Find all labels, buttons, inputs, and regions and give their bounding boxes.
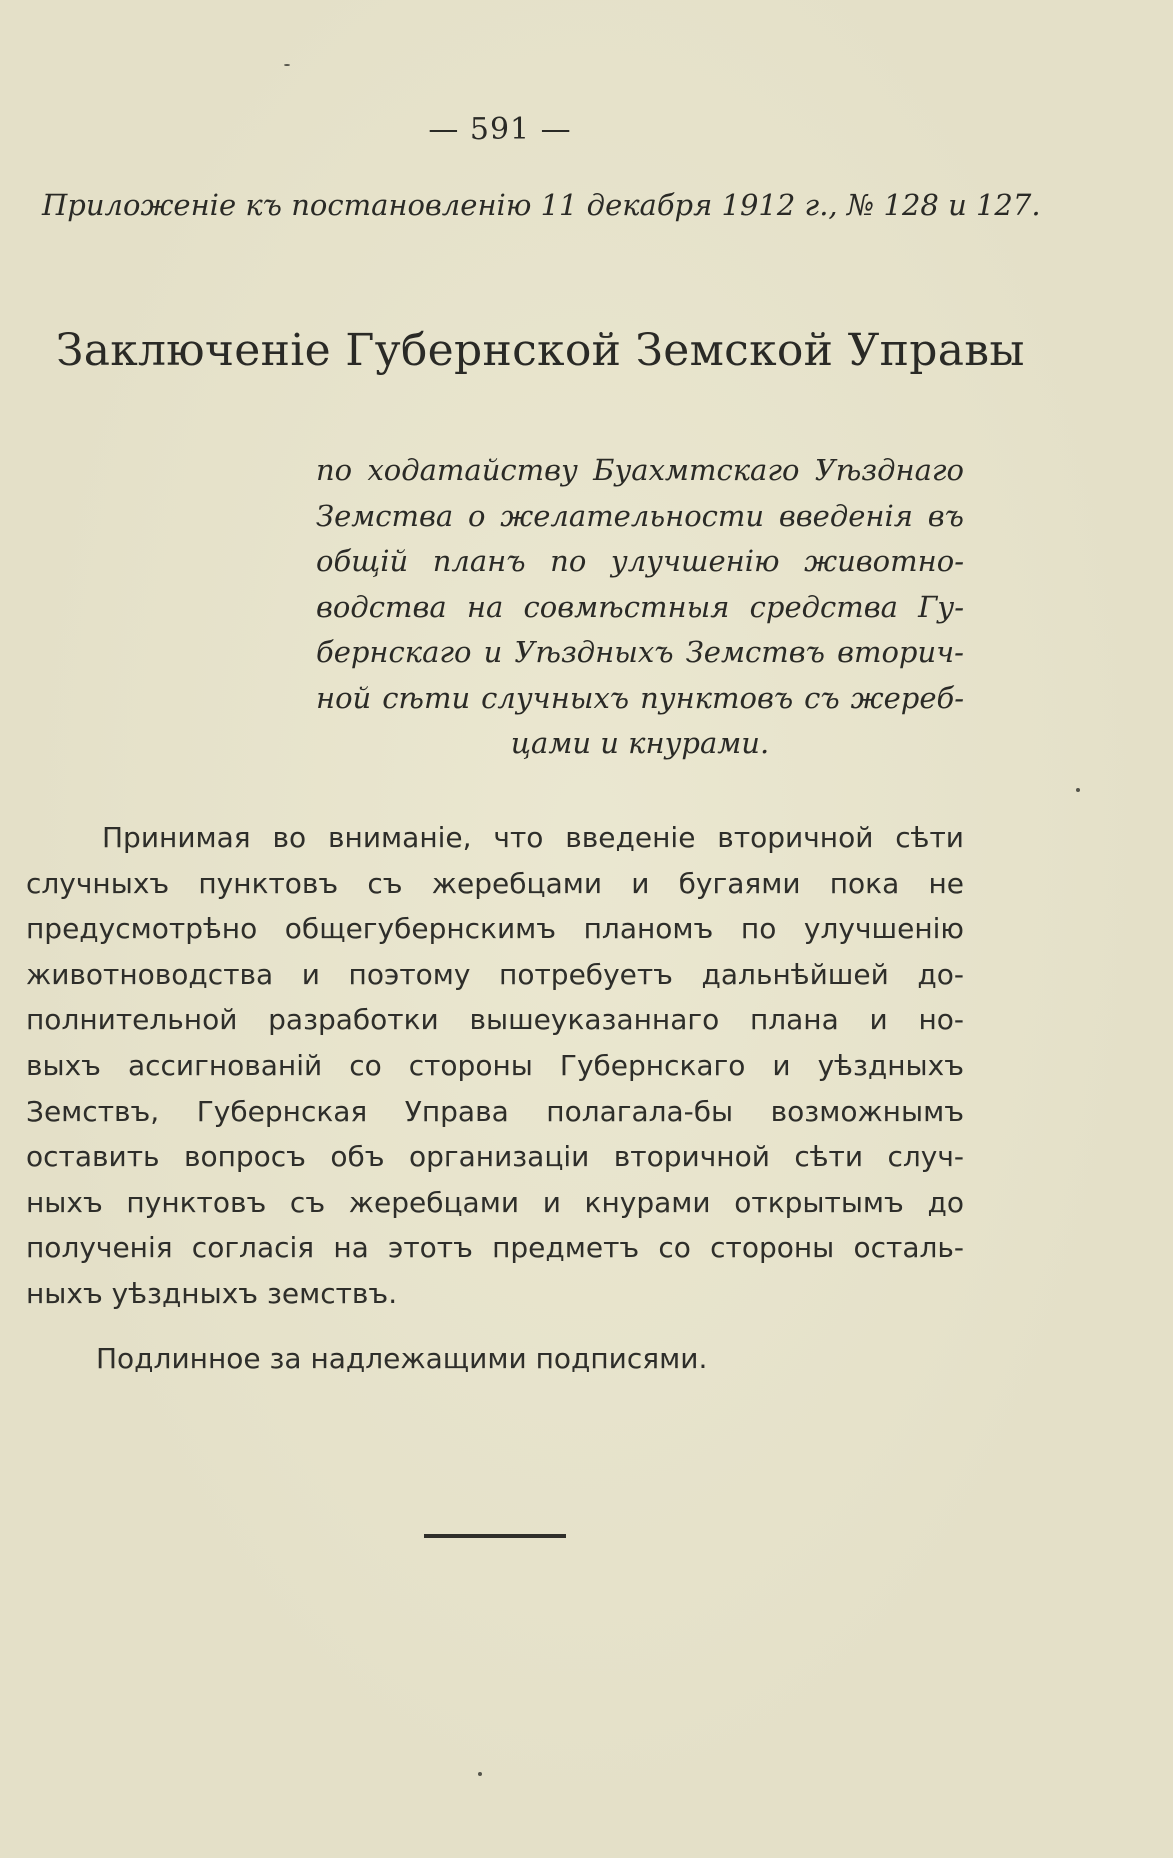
body-line: Земствъ, Губернская Управа полагала-бы возможнымъ: [26, 1094, 964, 1128]
body-line: полнительной разработки вышеуказаннаго плана и но-: [26, 1003, 964, 1037]
body-line: Принимая во вниманіе, что введеніе вторичной сѣти: [102, 821, 964, 854]
subject-paragraph: [316, 448, 964, 767]
body-line: выхъ ассигнованій со стороны Губернскаго и уѣздныхъ: [26, 1048, 964, 1082]
subject-line: по ходатайству Буахмтскаго Уѣзднаго: [316, 453, 964, 487]
body-line: полученія согласія на этотъ предметъ со стороны осталь-: [26, 1231, 964, 1265]
body-line: случныхъ пунктовъ съ жеребцами и бугаями пока не: [26, 866, 964, 900]
subject-line: бернскаго и Уѣздныхъ Земствъ вторич-: [316, 635, 964, 669]
paper-speck: [478, 1772, 482, 1776]
body-line: ныхъ уѣздныхъ земствъ.: [26, 1276, 398, 1310]
body-line: оставить вопросъ объ организаціи вторичной сѣти случ-: [26, 1140, 964, 1174]
subject-line: водства на совмѣстныя средства Гу-: [316, 589, 964, 624]
subject-line: общій планъ по улучшенію животно-: [316, 544, 964, 578]
paper-speck: [1076, 788, 1080, 792]
body-line: ныхъ пунктовъ съ жеребцами и кнурами открытымъ до: [26, 1185, 964, 1219]
closing-rule: [424, 1534, 566, 1538]
paper-speck: [284, 64, 290, 66]
subject-line: цами и кнурами.: [510, 726, 770, 760]
body-paragraph: [26, 815, 964, 1317]
subject-line: Земства о желательности введенія въ: [316, 498, 964, 533]
body-line: животноводства и поэтому потребуетъ дальнѣйшей до-: [26, 957, 964, 991]
document-title: Заключеніе Губернской Земской Управы: [56, 325, 1025, 376]
signature-note: Подлинное за надлежащими подписями.: [96, 1342, 708, 1375]
body-line: предусмотрѣно общегубернскимъ планомъ по улучшенію: [26, 912, 964, 946]
appendix-note: Приложеніе къ постановленію 11 декабря 1912 г., № 128 и 127.: [42, 188, 1041, 222]
subject-line: ной сѣти случныхъ пунктовъ съ жереб-: [316, 680, 964, 715]
page-number: — 591 —: [428, 112, 572, 147]
